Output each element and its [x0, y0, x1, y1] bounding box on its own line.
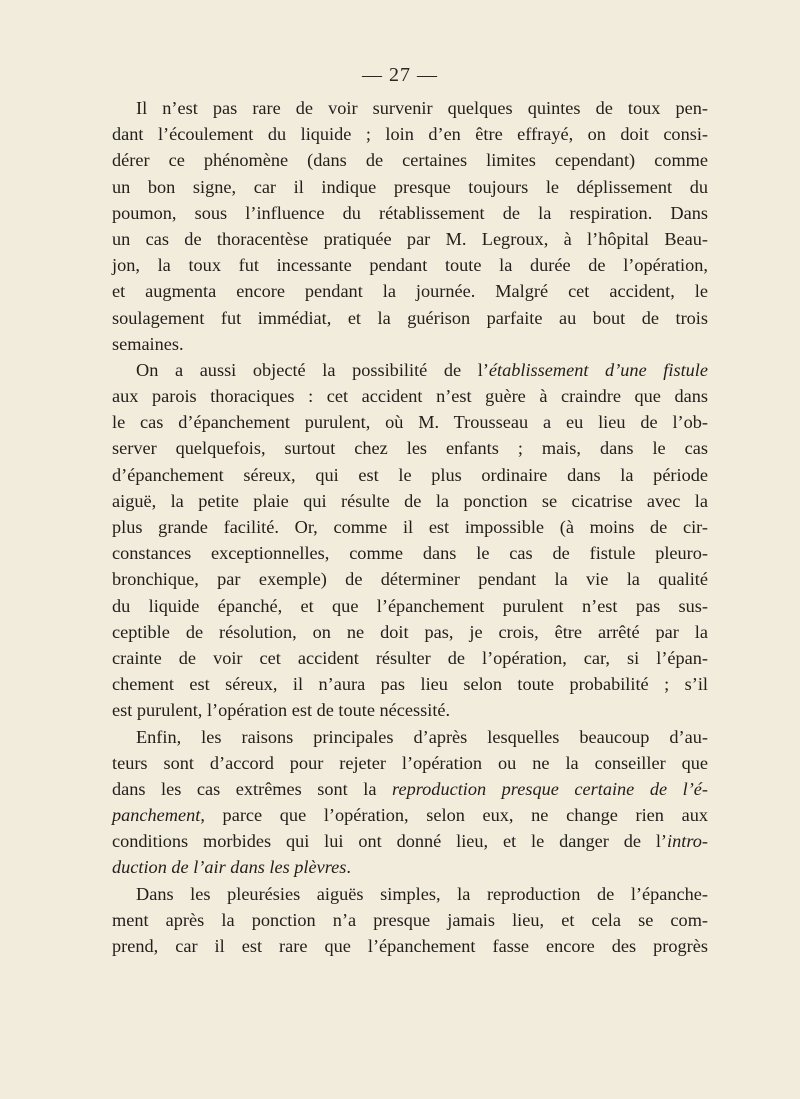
text-line: aux parois thoraciques : cet accident n’est guère à craindre que dans [112, 386, 708, 407]
text-line: server quelquefois, surtout chez les enfants ; mais, dans le cas [112, 438, 708, 459]
text-line: le cas d’épanchement purulent, où M. Trousseau a eu lieu de l’ob- [112, 412, 708, 433]
text-line [112, 854, 708, 880]
text-segment: conditions morbides qui lui ont donné lieu, et le danger de l’ [112, 831, 668, 852]
text-line: crainte de voir cet accident résulter de l’opération, car, si l’épan- [112, 647, 708, 668]
text-line [112, 776, 708, 802]
italic-text: panchement [112, 805, 201, 826]
text-line: Enfin, les raisons principales d’après lesquelles beaucoup d’au- [136, 726, 708, 747]
text-line: un cas de thoracentèse pratiquée par M. Legroux, à l’hôpital Beau- [112, 228, 708, 249]
text-line: dérer ce phénomène (dans de certaines limites cependant) comme [112, 150, 708, 171]
text-line: aiguë, la petite plaie qui résulte de la ponction se cicatrise avec la [112, 490, 708, 511]
text-line: ment après la ponction n’a presque jamais lieu, et cela se com- [112, 909, 708, 930]
text-line: est purulent, l’opération est de toute nécessité. [112, 700, 451, 721]
text-line: teurs sont d’accord pour rejeter l’opération ou ne la conseiller que [112, 752, 708, 773]
page-number: — 27 — [362, 64, 438, 86]
text-line [112, 828, 708, 854]
text-line: plus grande facilité. Or, comme il est impossible (à moins de cir- [112, 517, 708, 537]
text-line: prend, car il est rare que l’épanchement fasse encore des progrès [112, 936, 708, 956]
text-line: un bon signe, car il indique presque toujours le déplissement du [112, 176, 708, 197]
text-segment: . [346, 857, 351, 878]
text-line [112, 357, 708, 383]
italic-text: duction de l’air dans les plèvres [112, 857, 347, 878]
text-line: constances exceptionnelles, comme dans le cas de fistule pleuro- [112, 543, 708, 564]
text-line: du liquide épanché, et que l’épanchement purulent n’est pas sus- [112, 595, 708, 616]
text-line: Dans les pleurésies aiguës simples, la reproduction de l’épanche- [136, 883, 708, 904]
text-segment: dans les cas extrêmes sont la [112, 778, 393, 799]
text-line: d’épanchement séreux, qui est le plus ordinaire dans la période [112, 464, 708, 485]
italic-text: intro- [667, 831, 708, 852]
text-line: poumon, sous l’influence du rétablissement de la respiration. Dans [112, 202, 708, 223]
text-line: jon, la toux fut incessante pendant toute la durée de l’opération, [112, 255, 708, 276]
text-line: chement est séreux, il n’aura pas lieu selon toute probabilité ; s’il [112, 674, 708, 695]
text-line: ceptible de résolution, on ne doit pas, je crois, être arrêté par la [112, 621, 708, 642]
text-line: et augmenta encore pendant la journée. Malgré cet accident, le [112, 281, 708, 302]
italic-text: reproduction presque certaine de l’é- [392, 778, 708, 799]
text-line: semaines. [112, 333, 184, 354]
text-line: dant l’écoulement du liquide ; loin d’en être effrayé, on doit consi- [112, 124, 708, 145]
text-line [112, 802, 708, 828]
text-line: bronchique, par exemple) de déterminer pendant la vie la qualité [112, 569, 708, 590]
text-segment: , parce que l’opération, selon eux, ne change rien aux [200, 805, 708, 826]
text-line: soulagement fut immédiat, et la guérison parfaite au bout de trois [112, 307, 708, 328]
body-text [112, 95, 708, 959]
italic-text: établissement d’une fistule [488, 359, 708, 380]
text-segment: On a aussi objecté la possibilité de l’ [136, 359, 489, 380]
text-line: Il n’est pas rare de voir survenir quelques quintes de toux pen- [136, 98, 708, 118]
